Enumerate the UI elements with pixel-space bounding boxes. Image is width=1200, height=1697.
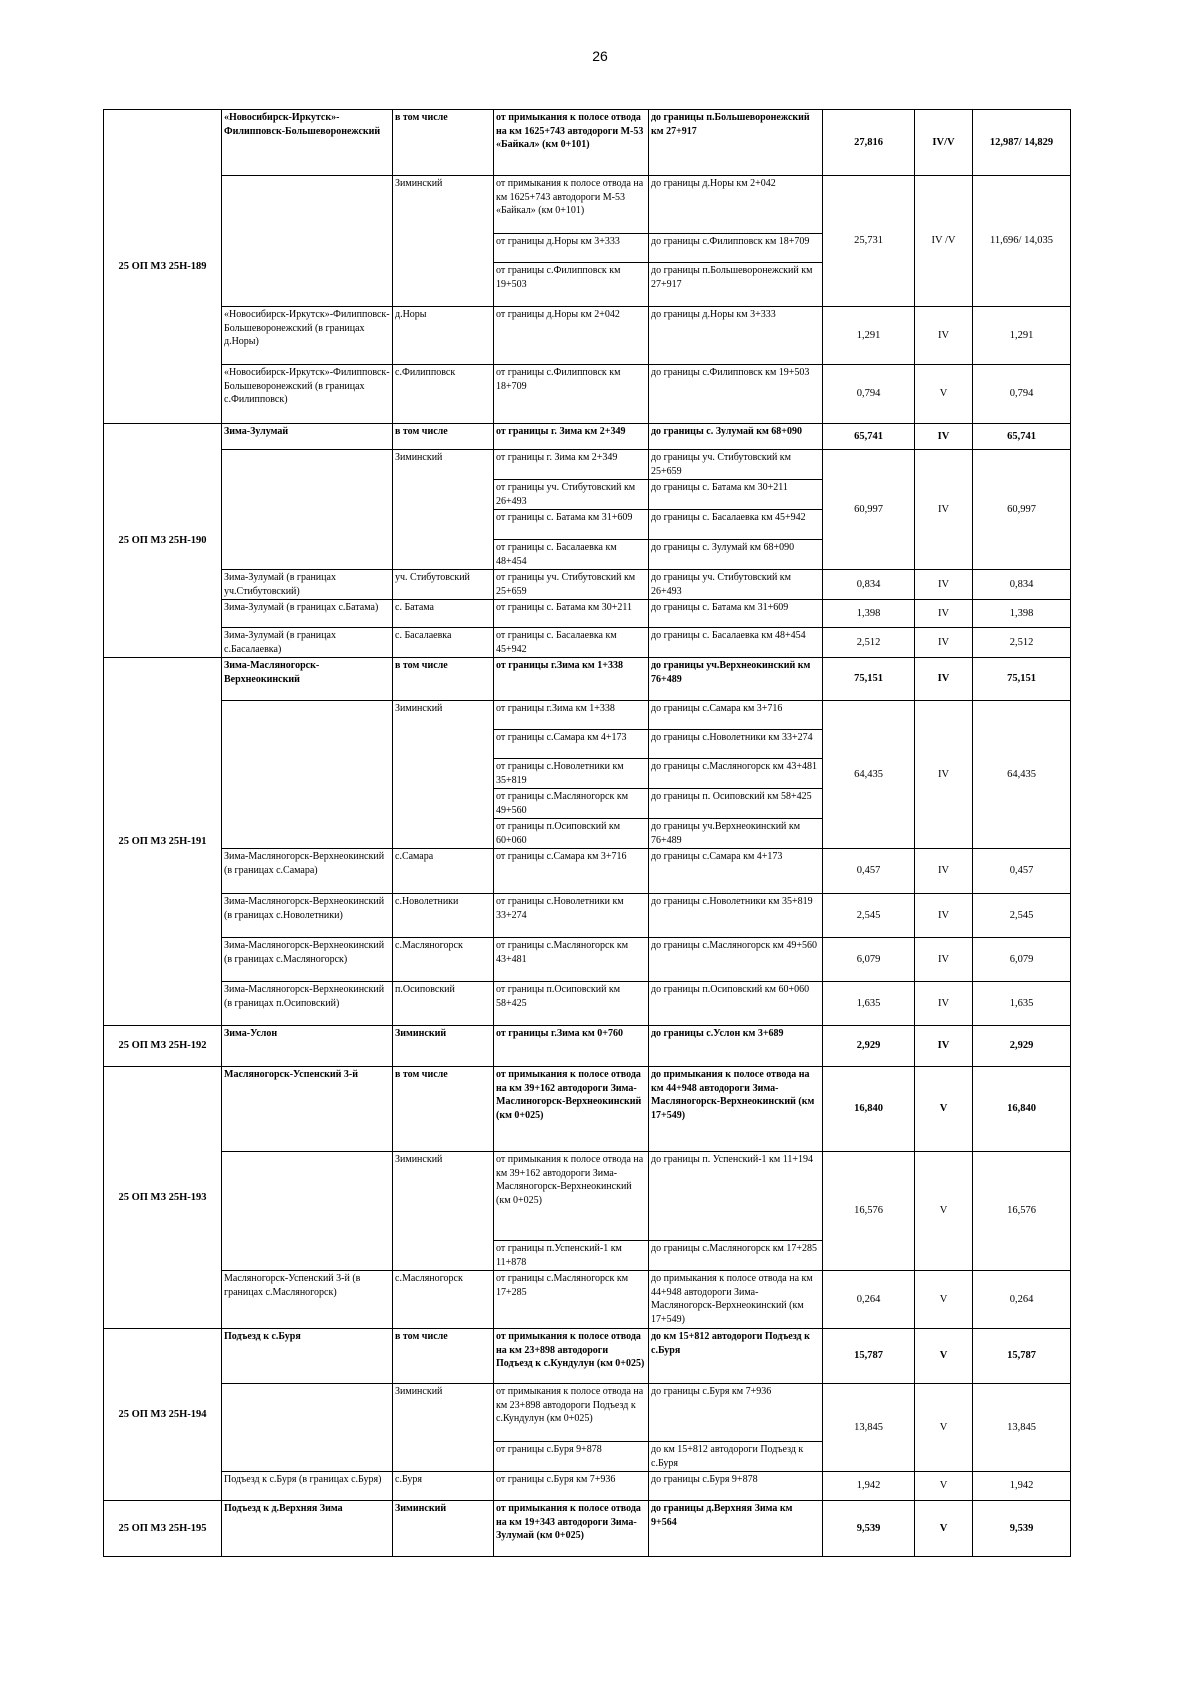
total-length-cell: 11,696/ 14,035 (973, 176, 1071, 307)
category-cell: V (915, 1271, 973, 1329)
road-code-cell: 25 ОП МЗ 25Н-189 (104, 110, 222, 424)
category-cell: V (915, 365, 973, 424)
length-cell: 27,816 (823, 110, 915, 176)
category-cell: IV (915, 1026, 973, 1067)
district-cell: с. Басалаевка (393, 628, 494, 658)
table-row (104, 450, 1071, 480)
category-cell: IV (915, 894, 973, 938)
length-cell: 25,731 (823, 176, 915, 307)
total-length-cell: 2,512 (973, 628, 1071, 658)
page-number: 26 (592, 48, 608, 64)
category-cell: IV/V (915, 110, 973, 176)
district-cell: с.Масляногорск (393, 1271, 494, 1329)
road-name-cell: Зима-Масляногорск-Верхнеокинский (в границах с.Самара) (222, 849, 393, 894)
total-length-cell: 13,845 (973, 1384, 1071, 1472)
table-row (104, 307, 1071, 365)
district-cell: с. Батама (393, 600, 494, 628)
total-length-cell: 1,398 (973, 600, 1071, 628)
from-point-cell: от примыкания к полосе отвода на км 1625+743 автодороги М-53 «Байкал» (км 0+101) (494, 110, 649, 176)
district-cell: в том числе (393, 1329, 494, 1384)
total-length-cell: 65,741 (973, 424, 1071, 450)
length-cell: 13,845 (823, 1384, 915, 1472)
from-point-cell: от примыкания к полосе отвода на км 23+898 автодороги Подъезд к с.Кундулун (км 0+025) (494, 1384, 649, 1442)
to-point-cell: до примыкания к полосе отвода на км 44+948 автодороги Зима-Масляногорск-Верхнеокинский (км 17+549) (649, 1271, 823, 1329)
to-point-cell: до границы уч. Стибутовский км 25+659 (649, 450, 823, 480)
category-cell: IV (915, 658, 973, 701)
length-cell: 1,398 (823, 600, 915, 628)
to-point-cell: до границы с. Батама км 30+211 (649, 480, 823, 510)
from-point-cell: от границы г.Зима км 1+338 (494, 658, 649, 701)
total-length-cell: 9,539 (973, 1501, 1071, 1557)
category-cell: IV (915, 628, 973, 658)
road-name-cell (222, 701, 393, 849)
to-point-cell: до границы с.Самара км 4+173 (649, 849, 823, 894)
road-name-cell: Зима-Услон (222, 1026, 393, 1067)
table-row (104, 1026, 1071, 1067)
district-cell: Зиминский (393, 1384, 494, 1472)
table-row (104, 424, 1071, 450)
from-point-cell: от границы с. Батама км 31+609 (494, 510, 649, 540)
road-name-cell: «Новосибирск-Иркутск»-Филипповск-Большеворонежский (в границах д.Норы) (222, 307, 393, 365)
district-cell: с.Филипповск (393, 365, 494, 424)
total-length-cell: 16,840 (973, 1067, 1071, 1152)
to-point-cell: до границы уч.Верхнеокинский км 76+489 (649, 658, 823, 701)
length-cell: 6,079 (823, 938, 915, 982)
category-cell: IV (915, 307, 973, 365)
road-name-cell: Подъезд к д.Верхняя Зима (222, 1501, 393, 1557)
to-point-cell: до границы уч.Верхнеокинский км 76+489 (649, 819, 823, 849)
category-cell: V (915, 1067, 973, 1152)
table-row (104, 849, 1071, 894)
total-length-cell: 2,929 (973, 1026, 1071, 1067)
table-row (104, 1067, 1071, 1152)
from-point-cell: от границы г. Зима км 2+349 (494, 450, 649, 480)
category-cell: IV (915, 424, 973, 450)
road-name-cell: Подъезд к с.Буря (в границах с.Буря) (222, 1472, 393, 1501)
length-cell: 0,794 (823, 365, 915, 424)
district-cell: с.Буря (393, 1472, 494, 1501)
road-name-cell: Зима-Зулумай (в границах уч.Стибутовский) (222, 570, 393, 600)
length-cell: 16,840 (823, 1067, 915, 1152)
from-point-cell: от границы п.Осиповский км 58+425 (494, 982, 649, 1026)
to-point-cell: до границы с.Филипповск км 19+503 (649, 365, 823, 424)
roads-table (103, 109, 1071, 1557)
category-cell: IV (915, 450, 973, 570)
road-name-cell: Зима-Масляногорск-Верхнеокинский (в границах с.Масляногорск) (222, 938, 393, 982)
length-cell: 64,435 (823, 701, 915, 849)
from-point-cell: от границы уч. Стибутовский км 25+659 (494, 570, 649, 600)
total-length-cell: 12,987/ 14,829 (973, 110, 1071, 176)
to-point-cell: до границы с. Зулумай км 68+090 (649, 424, 823, 450)
road-name-cell: «Новосибирск-Иркутск»-Филипповск-Большеворонежский (в границах с.Филипповск) (222, 365, 393, 424)
from-point-cell: от границы п.Осиповский км 60+060 (494, 819, 649, 849)
to-point-cell: до границы д.Норы км 3+333 (649, 307, 823, 365)
from-point-cell: от примыкания к полосе отвода на км 39+162 автодороги Зима-Маслиногорск-Верхнеокинский (км 0+025) (494, 1067, 649, 1152)
road-name-cell: Масляногорск-Успенский 3-й (в границах с.Масляногорск) (222, 1271, 393, 1329)
total-length-cell: 2,545 (973, 894, 1071, 938)
road-code-cell: 25 ОП МЗ 25Н-195 (104, 1501, 222, 1557)
table-row (104, 894, 1071, 938)
to-point-cell: до границы д.Верхняя Зима км 9+564 (649, 1501, 823, 1557)
category-cell: IV (915, 701, 973, 849)
to-point-cell: до границы п.Большеворонежский км 27+917 (649, 263, 823, 307)
table-row (104, 1472, 1071, 1501)
from-point-cell: от примыкания к полосе отвода на км 23+898 автодороги Подъезд к с.Кундулун (км 0+025) (494, 1329, 649, 1384)
road-name-cell: Подъезд к с.Буря (222, 1329, 393, 1384)
from-point-cell: от границы с. Басалаевка км 45+942 (494, 628, 649, 658)
total-length-cell: 1,942 (973, 1472, 1071, 1501)
category-cell: IV (915, 600, 973, 628)
from-point-cell: от границы г.Зима км 0+760 (494, 1026, 649, 1067)
district-cell: уч. Стибутовский (393, 570, 494, 600)
length-cell: 0,264 (823, 1271, 915, 1329)
to-point-cell: до границы с.Буря км 7+936 (649, 1384, 823, 1442)
to-point-cell: до границы с. Басалаевка км 45+942 (649, 510, 823, 540)
to-point-cell: до границы с.Новолетники км 35+819 (649, 894, 823, 938)
length-cell: 9,539 (823, 1501, 915, 1557)
to-point-cell: до границы уч. Стибутовский км 26+493 (649, 570, 823, 600)
category-cell: IV (915, 849, 973, 894)
road-code-cell: 25 ОП МЗ 25Н-194 (104, 1329, 222, 1501)
length-cell: 75,151 (823, 658, 915, 701)
district-cell: в том числе (393, 424, 494, 450)
length-cell: 2,545 (823, 894, 915, 938)
road-name-cell: Зима-Зулумай (в границах с.Басалаевка) (222, 628, 393, 658)
category-cell: V (915, 1329, 973, 1384)
length-cell: 0,834 (823, 570, 915, 600)
to-point-cell: до границы с. Батама км 31+609 (649, 600, 823, 628)
category-cell: V (915, 1501, 973, 1557)
district-cell: Зиминский (393, 1026, 494, 1067)
table-row (104, 365, 1071, 424)
length-cell: 65,741 (823, 424, 915, 450)
from-point-cell: от границы с.Масляногорск км 17+285 (494, 1271, 649, 1329)
from-point-cell: от границы с.Новолетники км 35+819 (494, 759, 649, 789)
to-point-cell: до границы с.Масляногорск км 49+560 (649, 938, 823, 982)
to-point-cell: до границы с.Буря 9+878 (649, 1472, 823, 1501)
to-point-cell: до примыкания к полосе отвода на км 44+948 автодороги Зима-Масляногорск-Верхнеокинский (км 17+549) (649, 1067, 823, 1152)
to-point-cell: до границы с. Басалаевка км 48+454 (649, 628, 823, 658)
table-row (104, 658, 1071, 701)
length-cell: 1,942 (823, 1472, 915, 1501)
table-row (104, 1271, 1071, 1329)
to-point-cell: до границы с. Зулумай км 68+090 (649, 540, 823, 570)
road-code-cell: 25 ОП МЗ 25Н-193 (104, 1067, 222, 1329)
category-cell: V (915, 1152, 973, 1271)
district-cell: Зиминский (393, 701, 494, 849)
district-cell: Зиминский (393, 1501, 494, 1557)
road-name-cell (222, 450, 393, 570)
total-length-cell: 0,264 (973, 1271, 1071, 1329)
length-cell: 15,787 (823, 1329, 915, 1384)
road-name-cell: Зима-Масляногорск-Верхнеокинский (222, 658, 393, 701)
district-cell: д.Норы (393, 307, 494, 365)
to-point-cell: до км 15+812 автодороги Подъезд к с.Буря (649, 1442, 823, 1472)
category-cell: IV /V (915, 176, 973, 307)
district-cell: п.Осиповский (393, 982, 494, 1026)
length-cell: 2,929 (823, 1026, 915, 1067)
total-length-cell: 6,079 (973, 938, 1071, 982)
from-point-cell: от границы г.Зима км 1+338 (494, 701, 649, 730)
table-row (104, 982, 1071, 1026)
from-point-cell: от границы уч. Стибутовский км 26+493 (494, 480, 649, 510)
road-name-cell: Зима-Зулумай (222, 424, 393, 450)
to-point-cell: до границы с.Услон км 3+689 (649, 1026, 823, 1067)
from-point-cell: от границы д.Норы км 2+042 (494, 307, 649, 365)
to-point-cell: до границы п. Успенский-1 км 11+194 (649, 1152, 823, 1241)
length-cell: 16,576 (823, 1152, 915, 1271)
table-row (104, 938, 1071, 982)
from-point-cell: от границы с.Самара км 4+173 (494, 730, 649, 759)
to-point-cell: до границы п.Осиповский км 60+060 (649, 982, 823, 1026)
to-point-cell: до границы п.Большеворонежский км 27+917 (649, 110, 823, 176)
length-cell: 60,997 (823, 450, 915, 570)
from-point-cell: от границы с. Басалаевка км 48+454 (494, 540, 649, 570)
from-point-cell: от границы с.Филипповск км 18+709 (494, 365, 649, 424)
road-name-cell: Зима-Масляногорск-Верхнеокинский (в границах п.Осиповский) (222, 982, 393, 1026)
to-point-cell: до границы с.Масляногорск км 43+481 (649, 759, 823, 789)
from-point-cell: от границы с.Буря км 7+936 (494, 1472, 649, 1501)
from-point-cell: от границы с.Новолетники км 33+274 (494, 894, 649, 938)
table-row (104, 1329, 1071, 1384)
total-length-cell: 75,151 (973, 658, 1071, 701)
to-point-cell: до границы с.Филипповск км 18+709 (649, 234, 823, 263)
table-row (104, 628, 1071, 658)
category-cell: IV (915, 982, 973, 1026)
district-cell: Зиминский (393, 1152, 494, 1271)
from-point-cell: от границы п.Успенский-1 км 11+878 (494, 1241, 649, 1271)
table-row (104, 176, 1071, 234)
district-cell: Зиминский (393, 176, 494, 307)
from-point-cell: от границы с.Буря 9+878 (494, 1442, 649, 1472)
total-length-cell: 0,794 (973, 365, 1071, 424)
road-name-cell (222, 1152, 393, 1271)
category-cell: V (915, 1472, 973, 1501)
road-name-cell: «Новосибирск-Иркутск»-Филипповск-Большеворонежский (222, 110, 393, 176)
district-cell: с.Масляногорск (393, 938, 494, 982)
table-row (104, 110, 1071, 176)
total-length-cell: 64,435 (973, 701, 1071, 849)
length-cell: 1,291 (823, 307, 915, 365)
to-point-cell: до границы с.Масляногорск км 17+285 (649, 1241, 823, 1271)
from-point-cell: от примыкания к полосе отвода на км 19+343 автодороги Зима-Зулумай (км 0+025) (494, 1501, 649, 1557)
district-cell: Зиминский (393, 450, 494, 570)
district-cell: с.Новолетники (393, 894, 494, 938)
road-name-cell: Зима-Масляногорск-Верхнеокинский (в границах с.Новолетники) (222, 894, 393, 938)
from-point-cell: от границы с. Батама км 30+211 (494, 600, 649, 628)
length-cell: 1,635 (823, 982, 915, 1026)
table-row (104, 600, 1071, 628)
road-name-cell (222, 176, 393, 307)
total-length-cell: 15,787 (973, 1329, 1071, 1384)
table-row (104, 570, 1071, 600)
road-code-cell: 25 ОП МЗ 25Н-191 (104, 658, 222, 1026)
table-row (104, 1152, 1071, 1241)
total-length-cell: 1,635 (973, 982, 1071, 1026)
road-name-cell: Зима-Зулумай (в границах с.Батама) (222, 600, 393, 628)
from-point-cell: от границы г. Зима км 2+349 (494, 424, 649, 450)
road-code-cell: 25 ОП МЗ 25Н-192 (104, 1026, 222, 1067)
total-length-cell: 0,834 (973, 570, 1071, 600)
district-cell: с.Самара (393, 849, 494, 894)
length-cell: 0,457 (823, 849, 915, 894)
from-point-cell: от границы с.Самара км 3+716 (494, 849, 649, 894)
category-cell: V (915, 1384, 973, 1472)
from-point-cell: от границы с.Масляногорск км 43+481 (494, 938, 649, 982)
from-point-cell: от границы с.Филипповск км 19+503 (494, 263, 649, 307)
to-point-cell: до км 15+812 автодороги Подъезд к с.Буря (649, 1329, 823, 1384)
from-point-cell: от примыкания к полосе отвода на км 1625+743 автодороги М-53 «Байкал» (км 0+101) (494, 176, 649, 234)
to-point-cell: до границы д.Норы км 2+042 (649, 176, 823, 234)
district-cell: в том числе (393, 658, 494, 701)
table-row (104, 701, 1071, 730)
to-point-cell: до границы п. Осиповский км 58+425 (649, 789, 823, 819)
to-point-cell: до границы с.Самара км 3+716 (649, 701, 823, 730)
length-cell: 2,512 (823, 628, 915, 658)
total-length-cell: 0,457 (973, 849, 1071, 894)
table-row (104, 1501, 1071, 1557)
from-point-cell: от примыкания к полосе отвода на км 39+162 автодороги Зима-Масляногорск-Верхнеокинский (км 0+025) (494, 1152, 649, 1241)
from-point-cell: от границы с.Масляногорск км 49+560 (494, 789, 649, 819)
category-cell: IV (915, 570, 973, 600)
table-row (104, 1384, 1071, 1442)
from-point-cell: от границы д.Норы км 3+333 (494, 234, 649, 263)
roads-table-body (104, 110, 1071, 1557)
category-cell: IV (915, 938, 973, 982)
district-cell: в том числе (393, 110, 494, 176)
total-length-cell: 1,291 (973, 307, 1071, 365)
road-name-cell (222, 1384, 393, 1472)
road-code-cell: 25 ОП МЗ 25Н-190 (104, 424, 222, 658)
total-length-cell: 16,576 (973, 1152, 1071, 1271)
district-cell: в том числе (393, 1067, 494, 1152)
road-name-cell: Масляногорск-Успенский 3-й (222, 1067, 393, 1152)
total-length-cell: 60,997 (973, 450, 1071, 570)
to-point-cell: до границы с.Новолетники км 33+274 (649, 730, 823, 759)
